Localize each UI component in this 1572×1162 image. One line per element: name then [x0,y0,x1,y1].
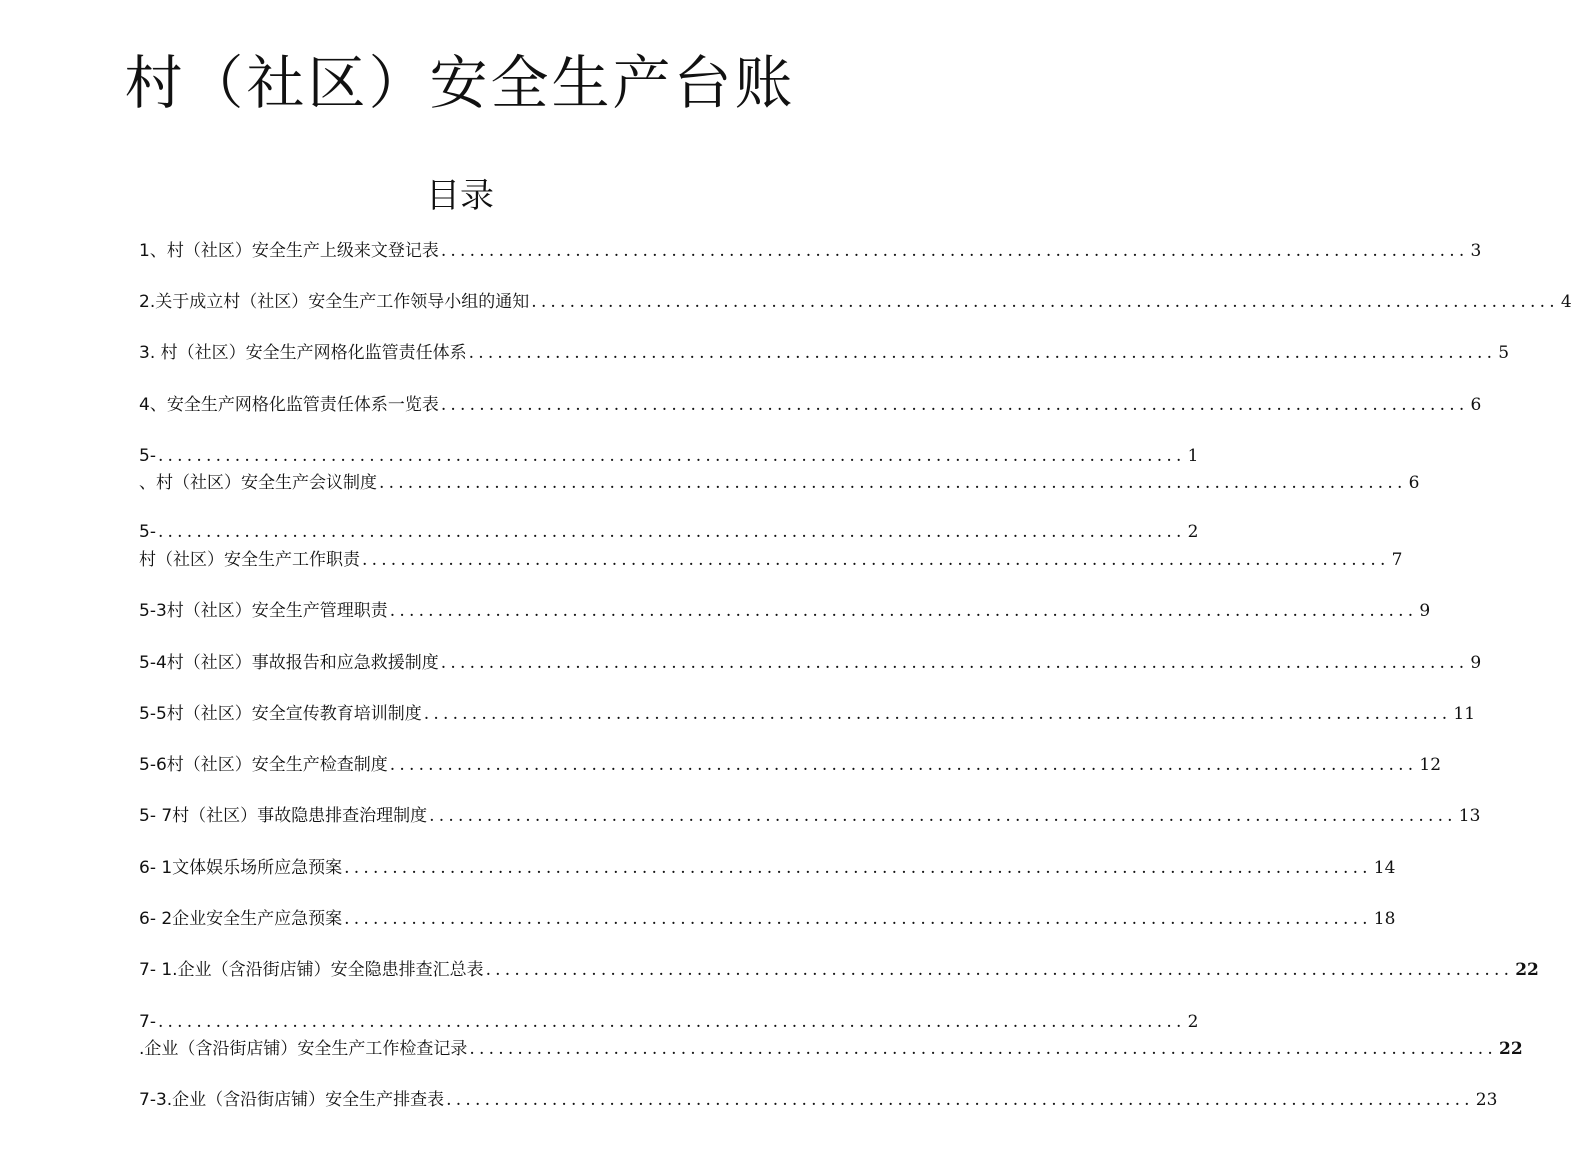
toc-entry[interactable] [139,519,1199,545]
toc-entry-title: 5- [139,522,156,542]
toc-leader-dots: ........................................................................................................... [440,241,1469,261]
toc-entry-page: 14 [1373,858,1396,878]
toc-entry[interactable] [139,1087,1498,1113]
toc-entry-page: 1 [1187,446,1199,466]
toc-leader-dots: ........................................................................................................... [423,704,1452,724]
toc-heading: 目录 [426,176,494,216]
toc-entry-page: 7 [1391,550,1403,570]
toc-entry[interactable] [139,1036,1523,1062]
document-title: 村（社区）安全生产台账 [124,49,796,117]
toc-entry-title: 5- 7村（社区）事故隐患排查治理制度 [139,806,428,826]
toc-entry-title: 5-4村（社区）事故报告和应急救援制度 [139,653,439,673]
toc-entry-page: 22 [1499,1039,1523,1059]
toc-entry-page: 6 [1470,395,1482,415]
toc-entry-page: 3 [1470,241,1482,261]
toc-leader-dots: ........................................................................................................... [440,653,1469,673]
toc-entry[interactable] [139,855,1396,881]
toc-entry-title: 7- [139,1012,156,1032]
toc-entry[interactable] [139,340,1510,366]
toc-entry[interactable] [139,650,1482,676]
toc-entry-title: 7-3.企业（含沿街店铺）安全生产排查表 [139,1090,445,1110]
toc-entry-page: 2 [1187,1012,1199,1032]
toc-leader-dots: ........................................................................................................... [344,909,1372,929]
toc-entry[interactable] [139,1009,1199,1035]
toc-entry[interactable] [139,392,1482,418]
toc-entry[interactable] [139,803,1481,829]
toc-leader-dots: ........................................................................................................... [344,858,1372,878]
toc-leader-dots: ........................................................................................................... [468,343,1497,363]
toc-entry[interactable] [139,598,1431,624]
toc-entry-title: 2.关于成立村（社区）安全生产工作领导小组的通知 [139,292,530,312]
toc-entry-title: 5- [139,446,156,466]
toc-leader-dots: ........................................................................................................... [429,806,1457,826]
toc-entry-title: 5-3村（社区）安全生产管理职责 [139,601,388,621]
toc-entry[interactable] [139,470,1420,496]
toc-leader-dots: ........................................................................................................... [157,522,1186,542]
toc-entry-page: 5 [1498,343,1510,363]
toc-entry-page: 12 [1419,755,1442,775]
toc-entry[interactable] [139,547,1403,573]
toc-entry-title: 5-6村（社区）安全生产检查制度 [139,755,388,775]
toc-entry[interactable] [139,238,1482,264]
toc-entry[interactable] [139,752,1442,778]
toc-leader-dots: ........................................................................................................... [446,1090,1474,1110]
toc-entry-title: 1、村（社区）安全生产上级来文登记表 [139,241,439,261]
toc-leader-dots: ........................................................................................................... [389,755,1418,775]
toc-entry-page: 22 [1515,960,1539,980]
toc-entry-page: 9 [1470,653,1482,673]
toc-leader-dots: ........................................................................................................... [379,473,1407,493]
toc-entry-page: 11 [1453,704,1476,724]
toc-leader-dots: ........................................................................................................... [157,1012,1186,1032]
toc-leader-dots: ........................................................................................................... [531,292,1559,312]
toc-entry-title: .企业（含沿街店铺）安全生产工作检查记录 [139,1039,468,1059]
toc-leader-dots: ........................................................................................................... [157,446,1186,466]
toc-leader-dots: ........................................................................................................... [362,550,1390,570]
toc-entry-title: 5-5村（社区）安全宣传教育培训制度 [139,704,422,724]
toc-entry-page: 18 [1373,909,1396,929]
toc-entry-page: 13 [1458,806,1481,826]
toc-entry-page: 4 [1560,292,1572,312]
toc-entry-title: 村（社区）安全生产工作职责 [139,550,360,570]
toc-leader-dots: ........................................................................................................... [440,395,1469,415]
toc-entry[interactable] [139,906,1396,932]
toc-entry[interactable] [139,289,1572,315]
toc-entry[interactable] [139,443,1199,469]
toc-leader-dots: ........................................................................................................... [389,601,1418,621]
toc-entry[interactable] [139,957,1539,983]
toc-entry-title: 3. 村（社区）安全生产网格化监管责任体系 [139,343,467,363]
toc-entry-title: 6- 2企业安全生产应急预案 [139,909,343,929]
toc-entry-title: 4、安全生产网格化监管责任体系一览表 [139,395,439,415]
toc-leader-dots: ........................................................................................................... [485,960,1514,980]
toc-entry-title: 6- 1文体娱乐场所应急预案 [139,858,343,878]
toc-entry-page: 2 [1187,522,1199,542]
toc-entry-title: 7- 1.企业（含沿街店铺）安全隐患排查汇总表 [139,960,484,980]
toc-leader-dots: ........................................................................................................... [469,1039,1498,1059]
toc-entry-page: 9 [1419,601,1431,621]
toc-entry[interactable] [139,701,1476,727]
toc-entry-page: 23 [1475,1090,1498,1110]
toc-entry-title: 、村（社区）安全生产会议制度 [139,473,377,493]
toc-entry-page: 6 [1408,473,1420,493]
